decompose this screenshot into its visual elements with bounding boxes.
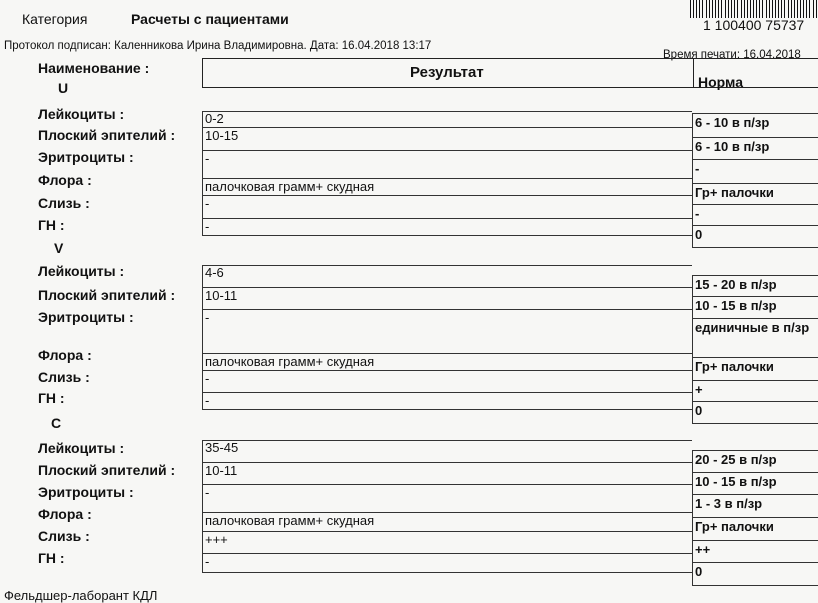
norm-separator	[692, 517, 818, 518]
norm-separator	[692, 494, 818, 495]
norm-cell: 15 - 20 в п/зр	[695, 277, 777, 292]
norm-separator	[692, 318, 818, 319]
result-cell: +++	[202, 531, 692, 553]
norm-cell: 10 - 15 в п/зр	[695, 298, 777, 313]
row-label: Эритроциты :	[38, 309, 134, 325]
norm-separator	[692, 225, 818, 226]
norm-cell: +	[695, 382, 703, 397]
norm-separator	[692, 472, 818, 473]
norm-separator	[692, 113, 818, 114]
result-cell: 10-11	[202, 287, 692, 309]
row-label: Эритроциты :	[38, 149, 134, 165]
result-cell: -	[202, 150, 692, 178]
result-cell: палочковая грамм+ скудная	[202, 353, 692, 370]
norm-bottom-line	[692, 247, 818, 248]
result-column-header: Результат	[410, 64, 484, 81]
header-divider	[693, 59, 694, 87]
norm-cell: 0	[695, 403, 703, 418]
row-label: Флора :	[38, 172, 92, 188]
result-cell: -	[202, 218, 692, 236]
norm-cell: 0	[695, 227, 703, 242]
result-cell: -	[202, 392, 692, 410]
norm-separator	[692, 137, 818, 138]
norm-column-divider	[692, 113, 693, 247]
protocol-line: Протокол подписан: Каленникова Ирина Владимировна. Дата: 16.04.2018 13:17	[4, 40, 432, 52]
result-cell: 35-45	[205, 440, 239, 455]
result-cell: палочковая грамм+ скудная	[202, 512, 692, 531]
norm-cell: ++	[695, 542, 711, 557]
footer-signature: Фельдшер-лаборант КДЛ	[4, 588, 158, 603]
category-label: Категория	[22, 11, 88, 27]
row-label: Эритроциты :	[38, 484, 134, 500]
result-cell: -	[202, 553, 692, 573]
norm-separator	[692, 357, 818, 358]
result-cell: 10-11	[202, 462, 692, 484]
result-cell: 0-2	[205, 111, 224, 126]
barcode-icon	[690, 0, 818, 18]
norm-column-header: Норма	[698, 74, 743, 90]
result-cell: -	[202, 370, 692, 392]
norm-bottom-line	[692, 585, 818, 586]
norm-cell: Гр+ палочки	[695, 185, 774, 200]
barcode-number: 1 100400 75737	[703, 17, 805, 33]
print-time: Время печати: 16.04.2018	[663, 49, 801, 61]
section-name: C	[51, 415, 62, 431]
row-label: Слизь :	[38, 195, 90, 211]
norm-separator	[692, 450, 818, 451]
norm-separator	[692, 296, 818, 297]
norm-cell: 20 - 25 в п/зр	[695, 452, 777, 467]
norm-column-divider	[692, 450, 693, 585]
norm-cell: 10 - 15 в п/зр	[695, 474, 777, 489]
norm-separator	[692, 540, 818, 541]
row-label: ГН :	[38, 217, 65, 233]
row-label: Лейкоциты :	[38, 106, 125, 122]
row-label: Лейкоциты :	[38, 263, 125, 279]
result-cell: палочковая грамм+ скудная	[202, 178, 692, 195]
norm-cell: Гр+ палочки	[695, 519, 774, 534]
section-name: U	[58, 80, 69, 96]
norm-separator	[692, 275, 818, 276]
row-label: Флора :	[38, 506, 92, 522]
norm-cell: 6 - 10 в п/зр	[695, 115, 770, 130]
name-column-header: Наименование :	[38, 60, 150, 76]
norm-cell: -	[695, 206, 700, 221]
norm-separator	[692, 562, 818, 563]
row-label: Лейкоциты :	[38, 440, 125, 456]
result-cell: -	[202, 309, 692, 353]
norm-cell: единичные в п/зр	[695, 320, 810, 335]
result-cell: 4-6	[205, 265, 224, 280]
row-label: Флора :	[38, 347, 92, 363]
row-label: Плоский эпителий :	[38, 462, 176, 478]
result-cell: -	[202, 195, 692, 218]
norm-separator	[692, 183, 818, 184]
row-label: Плоский эпителий :	[38, 287, 176, 303]
row-label: Слизь :	[38, 528, 90, 544]
row-label: Плоский эпителий :	[38, 127, 176, 143]
row-label: ГН :	[38, 550, 65, 566]
norm-cell: 1 - 3 в п/зр	[695, 496, 763, 511]
row-label: ГН :	[38, 390, 65, 406]
norm-separator	[692, 380, 818, 381]
category-value: Расчеты с пациентами	[131, 11, 289, 27]
result-cell: -	[202, 484, 692, 512]
norm-cell: 6 - 10 в п/зр	[695, 139, 770, 154]
norm-cell: 0	[695, 564, 703, 579]
norm-separator	[692, 401, 818, 402]
norm-column-divider	[692, 275, 693, 423]
norm-bottom-line	[692, 423, 818, 424]
section-name: V	[54, 240, 64, 256]
norm-separator	[692, 159, 818, 160]
norm-cell: Гр+ палочки	[695, 359, 774, 374]
norm-cell: -	[695, 161, 700, 176]
row-label: Слизь :	[38, 369, 90, 385]
norm-separator	[692, 204, 818, 205]
result-cell: 10-15	[202, 127, 692, 150]
